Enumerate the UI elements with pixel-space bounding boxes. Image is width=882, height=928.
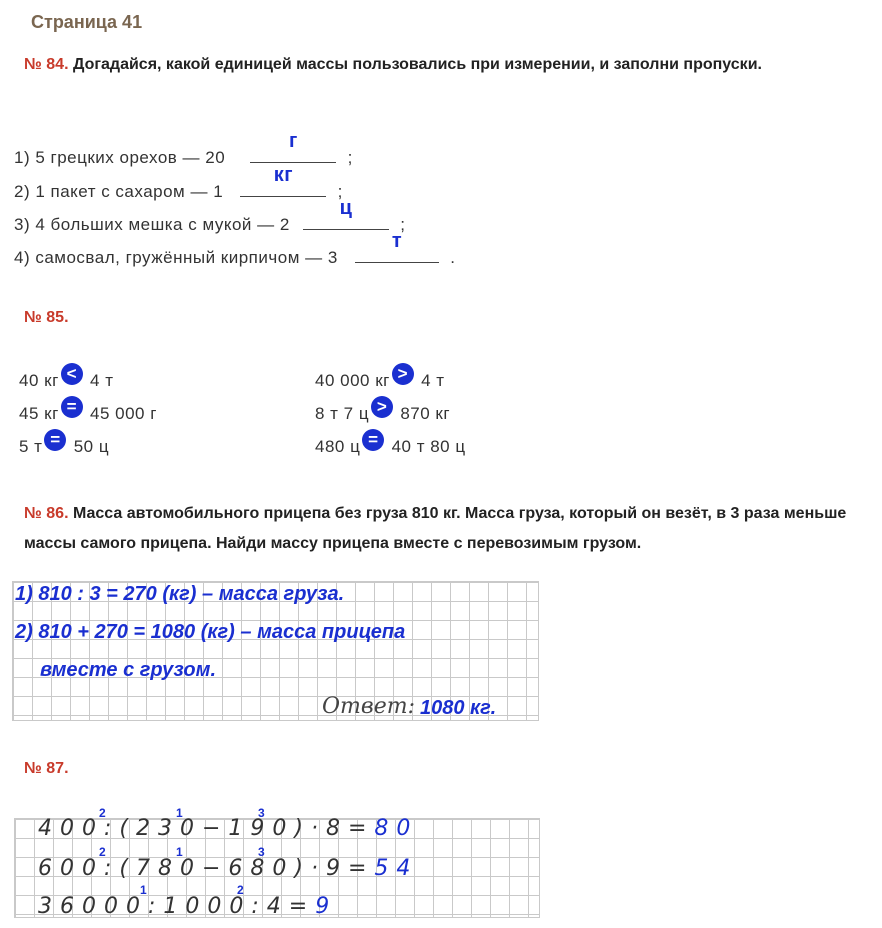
answer-text: г <box>288 130 298 152</box>
task-84-text: Догадайся, какой единицей массы пользовались при измерении, и заполни пропуски. <box>72 56 762 73</box>
cmp-b: 50 ц <box>73 437 110 456</box>
cmp-b: 4 т <box>421 371 445 390</box>
answer-text: ц <box>339 197 353 219</box>
cmp-b: 40 т 80 ц <box>391 437 466 456</box>
row-text: 4) самосвал, гружённый кирпичом — 3 <box>14 248 338 267</box>
row-end: . <box>450 248 456 267</box>
answer-blank <box>240 164 326 197</box>
comparison-right-1 <box>315 364 445 393</box>
cmp-a: 45 кг <box>19 404 59 423</box>
comparison-sign: < <box>61 363 83 385</box>
cmp-a: 8 т 7 ц <box>315 404 370 423</box>
solution-line-2: 2) 810 + 270 = 1080 (кг) – масса прицепа <box>15 621 406 643</box>
answer-label: Ответ: <box>322 694 415 719</box>
calc-result: 80 <box>374 816 419 841</box>
answer-blank <box>250 130 336 163</box>
task-84-row-4 <box>14 230 456 268</box>
calc-row-2 <box>38 856 418 881</box>
comparison-sign: > <box>371 396 393 418</box>
order-mark: 1 <box>176 806 183 820</box>
calc-result: 54 <box>374 856 419 881</box>
answer-blank <box>303 197 389 230</box>
page-title: Страница 41 <box>31 12 143 32</box>
calc-expression: 36000:1000:4= <box>38 894 316 919</box>
task-84-heading <box>24 50 854 80</box>
answer-value: 1080 кг. <box>420 697 497 719</box>
comparison-right-3 <box>315 430 466 459</box>
order-mark: 3 <box>258 806 265 820</box>
task-85-heading <box>24 303 854 333</box>
row-text: 1) 5 грецких орехов — 20 <box>14 148 226 167</box>
task-84-number: № 84. <box>24 56 69 73</box>
task-84-row-3 <box>14 197 406 235</box>
task-86-number: № 86. <box>24 505 69 522</box>
comparison-sign: > <box>392 363 414 385</box>
row-end: ; <box>337 182 343 201</box>
task-86-heading <box>24 499 854 559</box>
cmp-b: 45 000 г <box>90 404 157 423</box>
task-86-text: Масса автомобильного прицепа без груза 810 кг. Масса груза, который он везёт, в 3 раза меньше массы самого прицепа. Найди массу прицепа вместе с перевозимым грузом. <box>24 505 847 552</box>
cmp-a: 5 т <box>19 437 43 456</box>
row-text: 3) 4 больших мешка с мукой — 2 <box>14 215 290 234</box>
comparison-left-3 <box>19 430 110 459</box>
comparison-left-2 <box>19 397 157 426</box>
order-mark: 2 <box>99 845 106 859</box>
order-mark: 2 <box>99 806 106 820</box>
comparison-left-1 <box>19 364 114 393</box>
solution-line-3: вместе с грузом. <box>40 659 216 681</box>
task-87-heading <box>24 754 854 784</box>
cmp-a: 480 ц <box>315 437 361 456</box>
order-mark: 2 <box>237 883 244 897</box>
comparison-sign: = <box>61 396 83 418</box>
order-mark: 1 <box>176 845 183 859</box>
comparison-right-2 <box>315 397 451 426</box>
calc-expression: 600:(780−680)·9= <box>38 856 375 881</box>
cmp-b: 870 кг <box>400 404 451 423</box>
answer-blank <box>355 230 439 263</box>
calc-row-3 <box>38 894 337 919</box>
comparison-sign: = <box>362 429 384 451</box>
row-text: 2) 1 пакет с сахаром — 1 <box>14 182 224 201</box>
row-end: ; <box>400 215 406 234</box>
calc-row-1 <box>38 816 418 841</box>
calc-result: 9 <box>315 894 338 919</box>
cmp-a: 40 кг <box>19 371 59 390</box>
calc-expression: 400:(230−190)·8= <box>38 816 375 841</box>
task-87-number: № 87. <box>24 760 69 777</box>
answer-text: т <box>391 230 403 252</box>
order-mark: 1 <box>140 883 147 897</box>
answer-text: кг <box>273 164 294 186</box>
cmp-a: 40 000 кг <box>315 371 390 390</box>
comparison-sign: = <box>44 429 66 451</box>
cmp-b: 4 т <box>90 371 114 390</box>
task-84-row-2 <box>14 164 343 202</box>
row-end: ; <box>347 148 353 167</box>
task-85-number: № 85. <box>24 309 69 326</box>
order-mark: 3 <box>258 845 265 859</box>
solution-line-1: 1) 810 : 3 = 270 (кг) – масса груза. <box>15 583 345 605</box>
